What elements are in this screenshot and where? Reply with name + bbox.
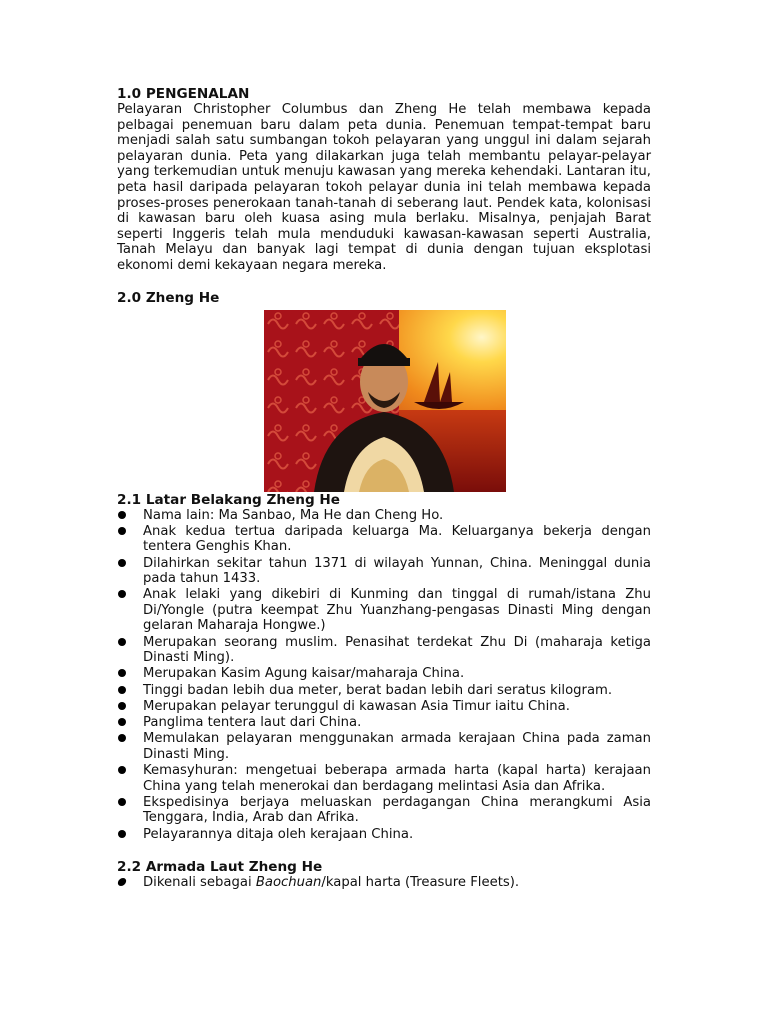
list-item: Nama lain: Ma Sanbao, Ma He dan Cheng Ho. bbox=[117, 508, 651, 524]
armada-item-prefix: Dikenali sebagai bbox=[143, 874, 256, 890]
list-item: Tinggi badan lebih dua meter, berat badan lebih dari seratus kilogram. bbox=[117, 683, 651, 699]
zheng-he-heading: 2.0 Zheng He bbox=[117, 289, 220, 306]
list-item: Memulakan pelayaran menggunakan armada kerajaan China pada zaman Dinasti Ming. bbox=[117, 731, 651, 762]
list-item: Pelayarannya ditaja oleh kerajaan China. bbox=[117, 827, 651, 843]
list-item: Panglima tentera laut dari China. bbox=[117, 715, 651, 731]
armada-item-suffix: /kapal harta (Treasure Fleets). bbox=[321, 874, 520, 890]
intro-paragraph: Pelayaran Christopher Columbus dan Zheng He telah membawa kepada pelbagai penemuan baru dalam peta dunia. Penemuan tempat-tempat baru menjadi salah satu sumbangan tokoh pelayaran yang unggul ini dalam sejarah pelayaran dunia. Peta yang dilakarkan juga telah membantu pelayar-pelayar yang terkemudian untuk menuju kawasan yang mereka kehendaki. Lantaran itu, peta hasil daripada pelayaran tokoh pelayar dunia ini telah membawa kepada proses-proses penerokaan tanah-tanah di seberang laut. Pendek kata, kolonisasi di kawasan baru oleh kuasa asing mula berlaku. Misalnya, penjajah Barat seperti Inggeris telah mula menduduki kawasan-kawasan seperti Australia, Tanah Melayu dan banyak lagi tempat di dunia dengan tujuan eksplotasi ekonomi demi kekayaan negara mereka. bbox=[117, 102, 651, 273]
list-item: Kemasyhuran: mengetuai beberapa armada harta (kapal harta) kerajaan China yang telah menerokai dan berdagang melintasi Asia dan Afrika. bbox=[117, 763, 651, 794]
armada-heading: 2.2 Armada Laut Zheng He bbox=[117, 858, 323, 875]
background-list bbox=[117, 508, 651, 843]
document-content bbox=[117, 86, 651, 891]
zheng-he-portrait bbox=[264, 310, 506, 492]
list-item: Merupakan Kasim Agung kaisar/maharaja China. bbox=[117, 666, 651, 682]
list-item: Merupakan pelayar terunggul di kawasan Asia Timur iaitu China. bbox=[117, 699, 651, 715]
list-item: Merupakan seorang muslim. Penasihat terdekat Zhu Di (maharaja ketiga Dinasti Ming). bbox=[117, 635, 651, 666]
background-heading: 2.1 Latar Belakang Zheng He bbox=[117, 491, 341, 508]
list-item: Dilahirkan sekitar tahun 1371 di wilayah Yunnan, China. Meninggal dunia pada tahun 1433. bbox=[117, 556, 651, 587]
armada-list bbox=[117, 875, 651, 891]
intro-heading: 1.0 PENGENALAN bbox=[117, 86, 250, 102]
list-item bbox=[117, 875, 651, 891]
armada-item-italic: Baochuan bbox=[255, 874, 322, 890]
list-item: Ekspedisinya berjaya meluaskan perdagangan China merangkumi Asia Tenggara, India, Arab dan Afrika. bbox=[117, 795, 651, 826]
list-item: Anak lelaki yang dikebiri di Kunming dan tinggal di rumah/istana Zhu Di/Yongle (putra keempat Zhu Yuanzhang-pengasas Dinasti Ming dengan gelaran Maharaja Hongwe.) bbox=[117, 587, 651, 634]
list-item: Anak kedua tertua daripada keluarga Ma. Keluarganya bekerja dengan tentera Genghis Khan. bbox=[117, 524, 651, 555]
